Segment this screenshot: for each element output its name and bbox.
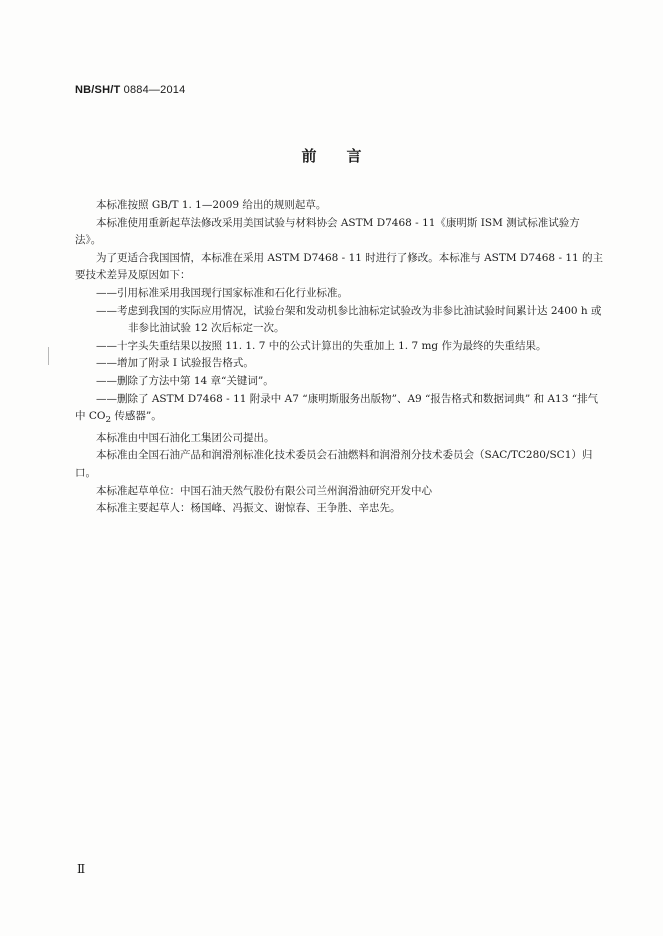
difference-item-text-tail: 传感器”。 <box>111 410 162 423</box>
section-body <box>75 197 605 518</box>
difference-item: ——删除了方法中第 14 章“关键词”。 <box>96 374 274 387</box>
standard-prefix: NB/SH/T <box>75 84 121 96</box>
difference-item: ——增加了附录 I 试验报告格式。 <box>96 357 254 370</box>
paragraph: 本标准由中国石油化工集团公司提出。 <box>96 431 275 444</box>
page-number: Ⅱ <box>77 862 86 876</box>
section-title: 前言 <box>301 147 392 165</box>
paragraph: 本标准由全国石油产品和润滑剂标准化技术委员会石油燃料和润滑剂分技术委员会（SAC/TC280/SC1）归口。 <box>75 449 593 479</box>
difference-item-text: ——删除了 ASTM D7468 - 11 附录中 A7 “康明斯服务出版物”、A9 “报告格式和数据词典” 和 A13 “排气中 CO <box>75 392 599 423</box>
paragraph: 本标准主要起草人：杨国峰、冯振文、谢惊春、王争胜、辛忠先。 <box>96 502 401 515</box>
standard-code <box>75 84 185 96</box>
co2-subscript: 2 <box>105 415 112 426</box>
difference-item-deleted-annexes <box>75 391 605 430</box>
paragraph: 本标准按照 GB/T 1. 1—2009 给出的规则起草。 <box>96 199 327 211</box>
difference-item: ——引用标准采用我国现行国家标准和石化行业标准。 <box>96 286 348 299</box>
paragraph: 本标准起草单位：中国石油天然气股份有限公司兰州润滑油研究开发中心 <box>96 484 432 497</box>
paragraph: 本标准使用重新起草法修改采用美国试验与材料协会 ASTM D7468 - 11《康明斯 ISM 测试标准试验方法》。 <box>75 216 580 247</box>
difference-item: ——十字头失重结果以按照 11. 1. 7 中的公式计算出的失重加上 1. 7 mg 作为最终的失重结果。 <box>96 339 547 352</box>
difference-item: ——考虑到我国的实际应用情况，试验台架和发动机参比油标定试验改为非参比油试验时间累计达 2400 h 或非参比油试验 12 次后标定一次。 <box>96 304 602 335</box>
standard-number: 0884—2014 <box>120 84 186 96</box>
paragraph: 为了更适合我国国情，本标准在采用 ASTM D7468 - 11 时进行了修改。本标准与 ASTM D7468 - 11 的主要技术差异及原因如下： <box>75 251 604 282</box>
margin-mark <box>48 347 49 365</box>
